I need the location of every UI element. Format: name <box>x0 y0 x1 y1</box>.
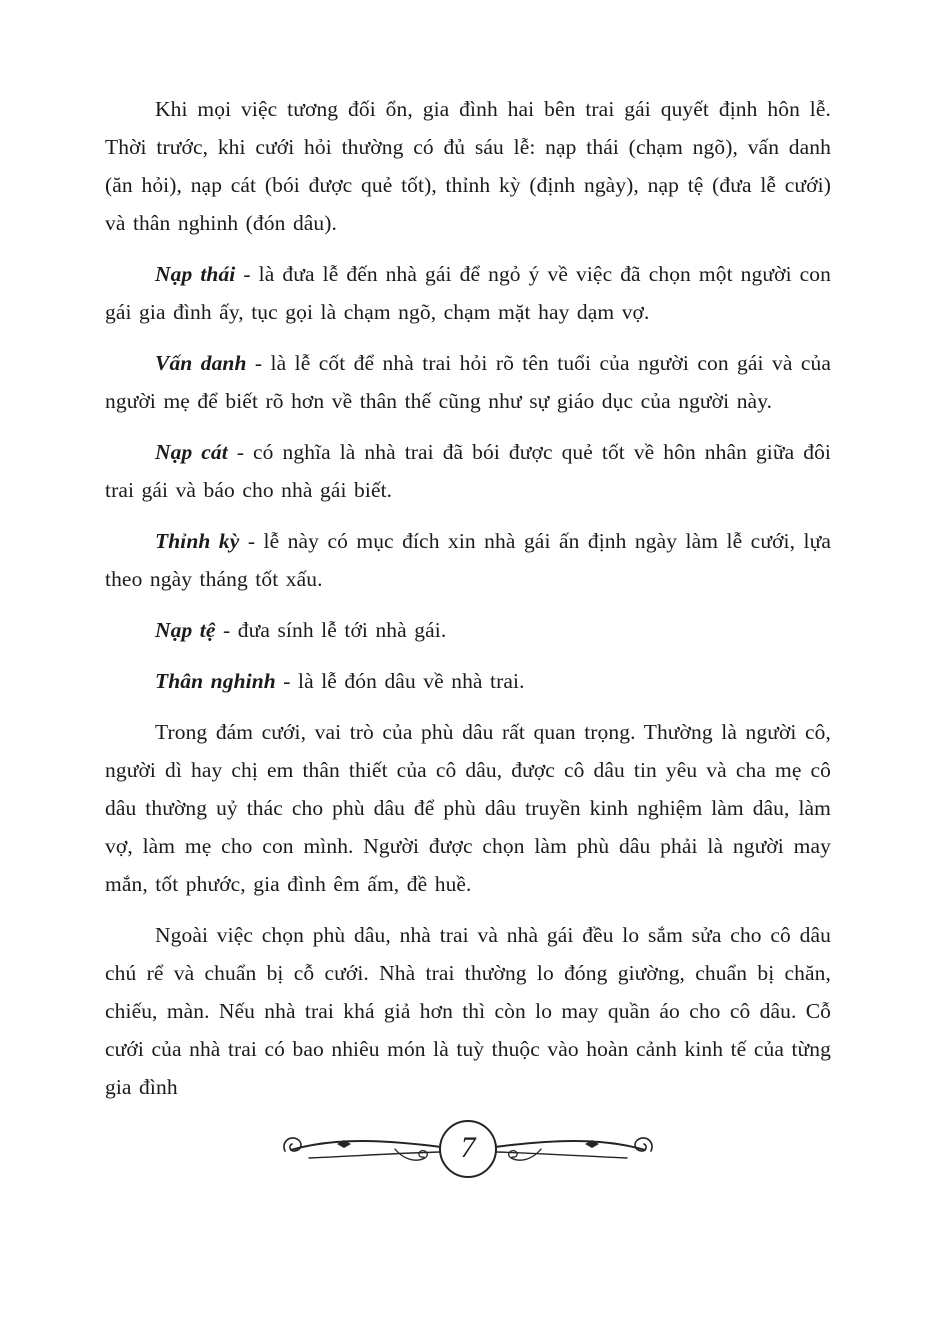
paragraph-text: - đưa sính lễ tới nhà gái. <box>215 618 447 642</box>
paragraph-text: - là lễ cốt để nhà trai hỏi rõ tên tuổi của người con gái và của người mẹ để biết rõ hơn về thân thế cũng như sự giáo dục của người này. <box>105 351 832 413</box>
paragraph-text: - là đưa lễ đến nhà gái để ngỏ ý về việc đã chọn một người con gái gia đình ấy, tục gọi là chạm ngõ, chạm mặt hay dạm vợ. <box>105 262 831 324</box>
flourish-right-icon <box>493 1125 661 1173</box>
paragraph <box>105 344 831 420</box>
paragraph <box>105 90 831 242</box>
paragraph-lead: Nạp cát <box>155 440 228 464</box>
paragraph-text: Khi mọi việc tương đối ổn, gia đình hai bên trai gái quyết định hôn lễ. Thời trước, khi cưới hỏi thường có đủ sáu lễ: nạp thái (chạm ngõ), vấn danh (ăn hỏi), nạp cát (bói được quẻ tốt), thỉnh kỳ (định ngày), nạp tệ (đưa lễ cưới) và thân nghinh (đón dâu). <box>105 97 831 235</box>
paragraph <box>105 255 831 331</box>
paragraph-text: - có nghĩa là nhà trai đã bói được quẻ tốt về hôn nhân giữa đôi trai gái và báo cho nhà gái biết. <box>105 440 831 502</box>
paragraph <box>105 433 831 509</box>
page-footer <box>105 1120 831 1178</box>
paragraph-text: Ngoài việc chọn phù dâu, nhà trai và nhà gái đều lo sắm sửa cho cô dâu chú rể và chuẩn bị cỗ cưới. Nhà trai thường lo đóng giường, chuẩn bị chăn, chiếu, màn. Nếu nhà trai khá giả hơn thì còn lo may quần áo cho cô dâu. Cỗ cưới của nhà trai có bao nhiêu món là tuỳ thuộc vào hoàn cảnh kinh tế của từng gia đình <box>105 923 831 1099</box>
paragraph-lead: Thân nghinh <box>155 669 276 693</box>
paragraph-lead: Vấn danh <box>155 351 247 375</box>
page-number: 7 <box>460 1131 476 1164</box>
paragraph-text: - lễ này có mục đích xin nhà gái ấn định ngày làm lễ cưới, lựa theo ngày tháng tốt xấu. <box>105 529 831 591</box>
paragraph-text: - là lễ đón dâu về nhà trai. <box>275 669 525 693</box>
paragraph-lead: Nạp tệ <box>155 618 216 642</box>
paragraph-text: Trong đám cưới, vai trò của phù dâu rất quan trọng. Thường là người cô, người dì hay chị em thân thiết của cô dâu, được cô dâu tin yêu và cha mẹ cô dâu thường uỷ thác cho phù dâu để phù dâu truyền kinh nghiệm làm dâu, làm vợ, làm mẹ cho con mình. Người được chọn làm phù dâu phải là người may mắn, tốt phước, gia đình êm ấm, đề huề. <box>105 720 831 896</box>
paragraph <box>105 611 831 649</box>
paragraph <box>105 522 831 598</box>
page-content <box>105 90 831 1106</box>
page-number-circle <box>439 1120 497 1178</box>
paragraph-lead: Thỉnh kỳ <box>155 529 240 553</box>
paragraph <box>105 662 831 700</box>
paragraph-lead: Nạp thái <box>155 262 236 286</box>
paragraph <box>105 916 831 1106</box>
paragraph <box>105 713 831 903</box>
flourish-left-icon <box>275 1125 443 1173</box>
